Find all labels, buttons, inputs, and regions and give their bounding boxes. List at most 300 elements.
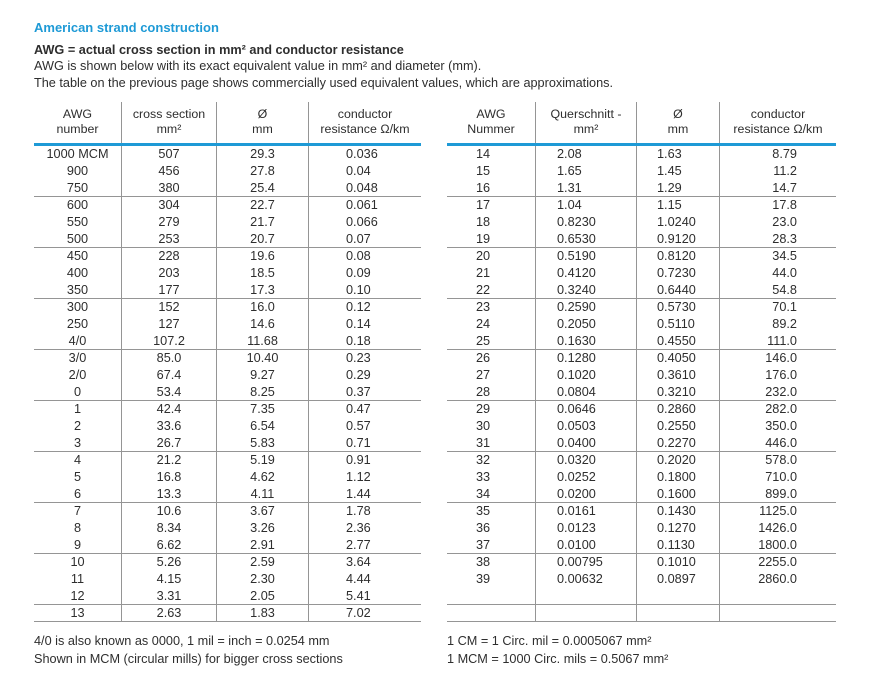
awg-number-cell: 400 xyxy=(66,266,89,280)
awg-number-cell: 350 xyxy=(66,283,89,297)
awg-number-cell: 26 xyxy=(476,351,491,365)
table-row xyxy=(34,197,421,214)
table-row xyxy=(34,265,421,282)
diameter-cell: 22.7 xyxy=(216,197,308,214)
table-row xyxy=(34,452,421,469)
diameter-cell: 5.19 xyxy=(216,452,308,469)
awg-number-cell: 1000 MCM xyxy=(46,147,109,161)
header-label: Ø xyxy=(257,107,268,121)
cross-section-cell: 0.00795 xyxy=(535,554,636,571)
awg-number-cell: 0 xyxy=(73,385,82,399)
diameter-cell: 1.15 xyxy=(636,197,719,214)
cross-section-cell: 0.1630 xyxy=(535,333,636,349)
table-row xyxy=(447,231,836,248)
header-sublabel: mm xyxy=(667,122,689,136)
table-row xyxy=(447,520,836,537)
diameter-cell: 11.68 xyxy=(216,333,308,349)
table-row xyxy=(447,248,836,265)
table-header xyxy=(34,102,421,146)
resistance-cell: 0.18 xyxy=(308,333,421,349)
diameter-cell: 17.3 xyxy=(216,282,308,298)
diameter-cell: 0.4050 xyxy=(636,350,719,367)
table-row xyxy=(34,554,421,571)
awg-table-right xyxy=(447,102,836,622)
table-row xyxy=(34,520,421,537)
resistance-cell: 14.7 xyxy=(719,180,836,196)
table-row xyxy=(447,265,836,282)
diameter-cell: 4.11 xyxy=(216,486,308,502)
table-body xyxy=(447,146,836,622)
diameter-cell: 3.26 xyxy=(216,520,308,537)
cross-section-cell: 1.65 xyxy=(535,163,636,180)
awg-number-cell: 1 xyxy=(73,402,82,416)
awg-number-cell: 13 xyxy=(70,606,85,620)
resistance-cell: 710.0 xyxy=(719,469,836,486)
awg-number-cell: 38 xyxy=(476,555,491,569)
table-row xyxy=(34,418,421,435)
cross-section-cell: 8.34 xyxy=(121,520,216,537)
awg-number-cell: 36 xyxy=(476,521,491,535)
diameter-cell xyxy=(636,605,719,621)
awg-number-cell: 20 xyxy=(476,249,491,263)
resistance-cell: 1.44 xyxy=(308,486,421,502)
page-title: American strand construction xyxy=(34,20,219,35)
resistance-cell: 111.0 xyxy=(719,333,836,349)
diameter-cell: 0.2550 xyxy=(636,418,719,435)
resistance-cell: 0.14 xyxy=(308,316,421,333)
table-row xyxy=(447,214,836,231)
awg-number-cell: 600 xyxy=(66,198,89,212)
cross-section-cell: 0.8230 xyxy=(535,214,636,231)
table-row xyxy=(447,282,836,299)
cross-section-cell: 42.4 xyxy=(121,401,216,418)
footnote: 1 MCM = 1000 Circ. mils = 0.5067 mm² xyxy=(447,651,669,666)
resistance-cell: 2.36 xyxy=(308,520,421,537)
diameter-cell: 6.54 xyxy=(216,418,308,435)
cross-section-cell: 1.04 xyxy=(535,197,636,214)
awg-number-cell: 28 xyxy=(476,385,491,399)
cross-section-cell: 203 xyxy=(121,265,216,282)
table-row xyxy=(34,180,421,197)
awg-number-cell: 10 xyxy=(70,555,85,569)
table-row xyxy=(34,401,421,418)
empty-table-row xyxy=(447,605,836,622)
header-label: conductor xyxy=(750,107,806,121)
cross-section-cell: 0.0804 xyxy=(535,384,636,400)
header-sublabel: resistance Ω/km xyxy=(320,122,410,136)
cross-section-cell: 0.0100 xyxy=(535,537,636,553)
diameter-cell: 4.62 xyxy=(216,469,308,486)
awg-number-cell: 750 xyxy=(66,181,89,195)
header-resistance xyxy=(308,102,421,143)
header-label: Querschnitt - xyxy=(550,107,622,121)
resistance-cell: 0.07 xyxy=(308,231,421,247)
intro-line: The table on the previous page shows commercially used equivalent values, which are approximations. xyxy=(34,75,614,90)
awg-number-cell: 7 xyxy=(73,504,82,518)
resistance-cell: 7.02 xyxy=(308,605,421,621)
header-sublabel: mm xyxy=(252,122,273,136)
cross-section-cell: 3.31 xyxy=(121,588,216,604)
cross-section-cell: 0.1020 xyxy=(535,367,636,384)
resistance-cell: 11.2 xyxy=(719,163,836,180)
cross-section-cell: 380 xyxy=(121,180,216,196)
diameter-cell: 1.29 xyxy=(636,180,719,196)
resistance-cell: 2255.0 xyxy=(719,554,836,571)
header-sublabel: number xyxy=(56,122,99,136)
resistance-cell: 8.79 xyxy=(719,146,836,163)
awg-number-cell: 900 xyxy=(66,164,89,178)
cross-section-cell: 16.8 xyxy=(121,469,216,486)
cross-section-cell: 33.6 xyxy=(121,418,216,435)
awg-number-cell: 21 xyxy=(476,266,491,280)
resistance-cell: 0.57 xyxy=(308,418,421,435)
diameter-cell: 25.4 xyxy=(216,180,308,196)
table-row xyxy=(447,367,836,384)
cross-section-cell: 0.6530 xyxy=(535,231,636,247)
resistance-cell: 0.10 xyxy=(308,282,421,298)
header-label: AWG xyxy=(62,107,93,121)
resistance-cell: 176.0 xyxy=(719,367,836,384)
cross-section-cell: 0.0200 xyxy=(535,486,636,502)
table-row xyxy=(34,588,421,605)
table-row xyxy=(447,503,836,520)
diameter-cell: 2.91 xyxy=(216,537,308,553)
diameter-cell: 1.45 xyxy=(636,163,719,180)
awg-number-cell: 6 xyxy=(73,487,82,501)
header-sublabel: mm² xyxy=(573,122,599,136)
diameter-cell: 0.1010 xyxy=(636,554,719,571)
resistance-cell: 0.29 xyxy=(308,367,421,384)
cross-section-cell: 0.0320 xyxy=(535,452,636,469)
awg-number-cell: 11 xyxy=(70,572,85,586)
footnote: 4/0 is also known as 0000, 1 mil = inch = 0.0254 mm xyxy=(34,634,330,648)
cross-section-cell: 0.0646 xyxy=(535,401,636,418)
table-row xyxy=(34,214,421,231)
cross-section-cell: 152 xyxy=(121,299,216,316)
table-row xyxy=(34,146,421,163)
resistance-cell: 1426.0 xyxy=(719,520,836,537)
header-label: Ø xyxy=(673,107,683,121)
table-row xyxy=(447,163,836,180)
cross-section-cell: 21.2 xyxy=(121,452,216,469)
header-label: AWG xyxy=(476,107,506,121)
awg-number-cell: 32 xyxy=(476,453,491,467)
header-label: cross section xyxy=(132,107,206,121)
awg-number-cell: 300 xyxy=(66,300,89,314)
diameter-cell: 0.1800 xyxy=(636,469,719,486)
diameter-cell: 21.7 xyxy=(216,214,308,231)
table-row xyxy=(447,384,836,401)
awg-number-cell: 15 xyxy=(476,164,491,178)
awg-number-cell: 3 xyxy=(73,436,82,450)
diameter-cell: 0.2860 xyxy=(636,401,719,418)
table-row xyxy=(447,401,836,418)
cross-section-cell: 5.26 xyxy=(121,554,216,571)
cross-section-cell: 0.4120 xyxy=(535,265,636,282)
resistance-cell xyxy=(719,588,836,604)
diameter-cell: 2.05 xyxy=(216,588,308,604)
resistance-cell: 23.0 xyxy=(719,214,836,231)
resistance-cell: 1.12 xyxy=(308,469,421,486)
table-row xyxy=(447,452,836,469)
resistance-cell: 2.77 xyxy=(308,537,421,553)
table-row xyxy=(447,571,836,588)
table-row xyxy=(447,486,836,503)
resistance-cell xyxy=(719,605,836,621)
diameter-cell: 10.40 xyxy=(216,350,308,367)
cross-section-cell: 2.63 xyxy=(121,605,216,621)
cross-section-cell: 13.3 xyxy=(121,486,216,502)
diameter-cell: 18.5 xyxy=(216,265,308,282)
diameter-cell: 0.0897 xyxy=(636,571,719,588)
awg-number-cell xyxy=(447,605,535,621)
table-row xyxy=(447,299,836,316)
resistance-cell: 1800.0 xyxy=(719,537,836,553)
header-diameter xyxy=(636,102,719,143)
cross-section-cell: 0.2050 xyxy=(535,316,636,333)
table-row xyxy=(34,231,421,248)
table-row xyxy=(34,282,421,299)
cross-section-cell: 0.0400 xyxy=(535,435,636,451)
awg-number-cell: 12 xyxy=(70,589,85,603)
resistance-cell: 0.048 xyxy=(308,180,421,196)
resistance-cell: 5.41 xyxy=(308,588,421,604)
awg-number-cell: 23 xyxy=(476,300,491,314)
diameter-cell: 14.6 xyxy=(216,316,308,333)
header-sublabel: resistance Ω/km xyxy=(733,122,823,136)
diameter-cell: 7.35 xyxy=(216,401,308,418)
diameter-cell: 1.0240 xyxy=(636,214,719,231)
diameter-cell: 1.83 xyxy=(216,605,308,621)
awg-number-cell: 2 xyxy=(73,419,82,433)
cross-section-cell: 2.08 xyxy=(535,146,636,163)
resistance-cell: 1125.0 xyxy=(719,503,836,520)
awg-number-cell: 250 xyxy=(66,317,89,331)
table-row xyxy=(447,350,836,367)
awg-number-cell: 2/0 xyxy=(68,368,87,382)
awg-number-cell xyxy=(447,588,535,604)
resistance-cell: 446.0 xyxy=(719,435,836,451)
resistance-cell: 0.09 xyxy=(308,265,421,282)
table-row xyxy=(34,299,421,316)
diameter-cell: 0.4550 xyxy=(636,333,719,349)
awg-number-cell: 37 xyxy=(476,538,491,552)
table-body xyxy=(34,146,421,622)
awg-number-cell: 33 xyxy=(476,470,491,484)
diameter-cell: 0.5110 xyxy=(636,316,719,333)
resistance-cell: 232.0 xyxy=(719,384,836,400)
diameter-cell xyxy=(636,588,719,604)
resistance-cell: 578.0 xyxy=(719,452,836,469)
diameter-cell: 0.7230 xyxy=(636,265,719,282)
awg-number-cell: 14 xyxy=(476,147,491,161)
cross-section-cell: 0.3240 xyxy=(535,282,636,298)
diameter-cell: 0.6440 xyxy=(636,282,719,298)
diameter-cell: 16.0 xyxy=(216,299,308,316)
awg-number-cell: 19 xyxy=(476,232,491,246)
resistance-cell: 0.91 xyxy=(308,452,421,469)
cross-section-cell: 0.0123 xyxy=(535,520,636,537)
resistance-cell: 2860.0 xyxy=(719,571,836,588)
resistance-cell: 0.71 xyxy=(308,435,421,451)
resistance-cell: 1.78 xyxy=(308,503,421,520)
table-row xyxy=(34,537,421,554)
cross-section-cell xyxy=(535,605,636,621)
cross-section-cell: 4.15 xyxy=(121,571,216,588)
diameter-cell: 0.3610 xyxy=(636,367,719,384)
table-header xyxy=(447,102,836,146)
intro-line: AWG is shown below with its exact equivalent value in mm² and diameter (mm). xyxy=(34,59,482,73)
resistance-cell: 350.0 xyxy=(719,418,836,435)
cross-section-cell: 0.2590 xyxy=(535,299,636,316)
diameter-cell: 0.1270 xyxy=(636,520,719,537)
cross-section-cell: 279 xyxy=(121,214,216,231)
awg-number-cell: 25 xyxy=(476,334,491,348)
table-row xyxy=(34,605,421,622)
awg-number-cell: 24 xyxy=(476,317,491,331)
awg-number-cell: 3/0 xyxy=(68,351,87,365)
table-row xyxy=(447,554,836,571)
resistance-cell: 44.0 xyxy=(719,265,836,282)
header-cross-section xyxy=(121,102,216,143)
cross-section-cell: 0.1280 xyxy=(535,350,636,367)
footnotes-right xyxy=(447,633,668,668)
footnotes-left xyxy=(34,633,343,668)
diameter-cell: 9.27 xyxy=(216,367,308,384)
intro-block xyxy=(34,42,613,92)
awg-number-cell: 18 xyxy=(476,215,491,229)
diameter-cell: 0.3210 xyxy=(636,384,719,400)
resistance-cell: 54.8 xyxy=(719,282,836,298)
awg-number-cell: 550 xyxy=(66,215,89,229)
table-row xyxy=(34,333,421,350)
cross-section-cell: 127 xyxy=(121,316,216,333)
awg-number-cell: 8 xyxy=(73,521,82,535)
table-row xyxy=(447,333,836,350)
resistance-cell: 0.37 xyxy=(308,384,421,400)
table-row xyxy=(34,350,421,367)
diameter-cell: 0.1600 xyxy=(636,486,719,502)
diameter-cell: 0.5730 xyxy=(636,299,719,316)
table-row xyxy=(447,197,836,214)
table-row xyxy=(34,367,421,384)
cross-section-cell: 6.62 xyxy=(121,537,216,553)
header-label: conductor xyxy=(337,107,393,121)
cross-section-cell: 53.4 xyxy=(121,384,216,400)
awg-number-cell: 17 xyxy=(476,198,491,212)
diameter-cell: 20.7 xyxy=(216,231,308,247)
resistance-cell: 282.0 xyxy=(719,401,836,418)
diameter-cell: 2.30 xyxy=(216,571,308,588)
header-sublabel: mm² xyxy=(156,122,182,136)
cross-section-cell: 67.4 xyxy=(121,367,216,384)
awg-number-cell: 30 xyxy=(476,419,491,433)
table-row xyxy=(34,384,421,401)
intro-heading: AWG = actual cross section in mm² and conductor resistance xyxy=(34,42,404,57)
cross-section-cell: 0.0161 xyxy=(535,503,636,520)
awg-number-cell: 34 xyxy=(476,487,491,501)
diameter-cell: 0.2270 xyxy=(636,435,719,451)
diameter-cell: 0.1430 xyxy=(636,503,719,520)
resistance-cell: 0.04 xyxy=(308,163,421,180)
awg-number-cell: 9 xyxy=(73,538,82,552)
cross-section-cell: 507 xyxy=(121,146,216,163)
table-row xyxy=(447,180,836,197)
resistance-cell: 0.036 xyxy=(308,146,421,163)
resistance-cell: 70.1 xyxy=(719,299,836,316)
diameter-cell: 3.67 xyxy=(216,503,308,520)
resistance-cell: 34.5 xyxy=(719,248,836,265)
empty-table-row xyxy=(447,588,836,605)
resistance-cell: 0.061 xyxy=(308,197,421,214)
awg-number-cell: 35 xyxy=(476,504,491,518)
diameter-cell: 19.6 xyxy=(216,248,308,265)
awg-number-cell: 4 xyxy=(73,453,82,467)
resistance-cell: 28.3 xyxy=(719,231,836,247)
table-row xyxy=(447,316,836,333)
cross-section-cell: 456 xyxy=(121,163,216,180)
table-row xyxy=(34,316,421,333)
header-awg-number xyxy=(34,102,121,143)
cross-section-cell: 1.31 xyxy=(535,180,636,196)
cross-section-cell: 253 xyxy=(121,231,216,247)
diameter-cell: 8.25 xyxy=(216,384,308,400)
cross-section-cell: 228 xyxy=(121,248,216,265)
table-row xyxy=(34,486,421,503)
diameter-cell: 2.59 xyxy=(216,554,308,571)
diameter-cell: 0.2020 xyxy=(636,452,719,469)
cross-section-cell xyxy=(535,588,636,604)
footnote: 1 CM = 1 Circ. mil = 0.0005067 mm² xyxy=(447,634,652,648)
table-row xyxy=(34,248,421,265)
diameter-cell: 1.63 xyxy=(636,146,719,163)
resistance-cell: 0.23 xyxy=(308,350,421,367)
table-row xyxy=(34,163,421,180)
awg-number-cell: 22 xyxy=(476,283,491,297)
resistance-cell: 4.44 xyxy=(308,571,421,588)
diameter-cell: 5.83 xyxy=(216,435,308,451)
awg-number-cell: 27 xyxy=(476,368,491,382)
diameter-cell: 27.8 xyxy=(216,163,308,180)
awg-number-cell: 39 xyxy=(476,572,491,586)
cross-section-cell: 0.0252 xyxy=(535,469,636,486)
resistance-cell: 3.64 xyxy=(308,554,421,571)
resistance-cell: 0.47 xyxy=(308,401,421,418)
header-cross-section xyxy=(535,102,636,143)
table-row xyxy=(447,537,836,554)
resistance-cell: 0.066 xyxy=(308,214,421,231)
header-resistance xyxy=(719,102,836,143)
cross-section-cell: 0.0503 xyxy=(535,418,636,435)
cross-section-cell: 0.5190 xyxy=(535,248,636,265)
resistance-cell: 899.0 xyxy=(719,486,836,502)
table-row xyxy=(34,503,421,520)
awg-table-left xyxy=(34,102,421,622)
resistance-cell: 0.08 xyxy=(308,248,421,265)
cross-section-cell: 26.7 xyxy=(121,435,216,451)
awg-number-cell: 4/0 xyxy=(68,334,87,348)
header-awg-number xyxy=(447,102,535,143)
diameter-cell: 0.1130 xyxy=(636,537,719,553)
awg-number-cell: 5 xyxy=(73,470,82,484)
table-row xyxy=(34,571,421,588)
table-row xyxy=(447,418,836,435)
resistance-cell: 146.0 xyxy=(719,350,836,367)
table-row xyxy=(34,469,421,486)
awg-number-cell: 31 xyxy=(476,436,491,450)
table-row xyxy=(447,469,836,486)
cross-section-cell: 107.2 xyxy=(121,333,216,349)
